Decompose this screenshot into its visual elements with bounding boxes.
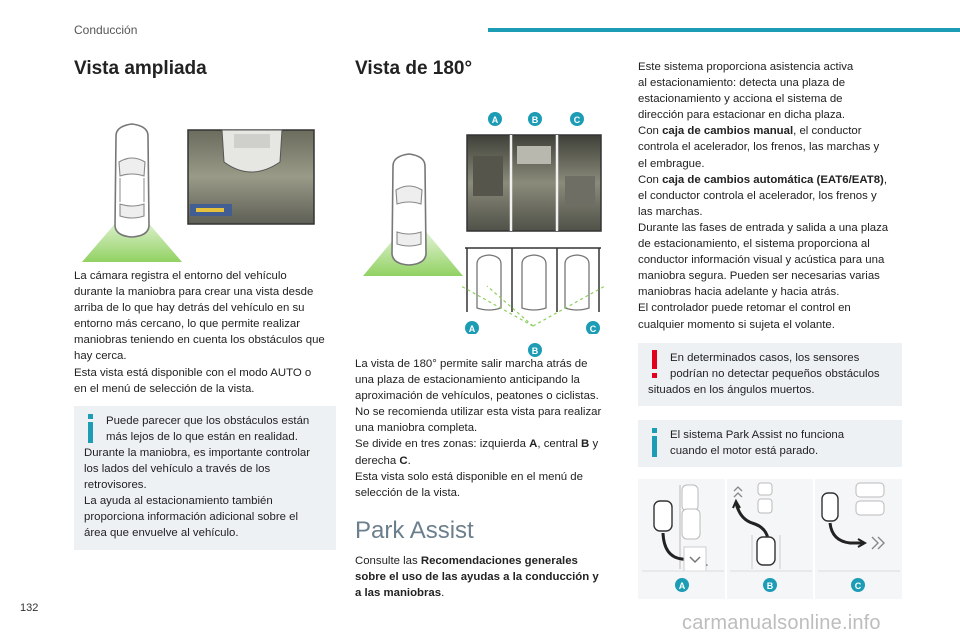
svg-text:A: A — [678, 581, 686, 592]
car-top-view-icon — [115, 124, 149, 237]
zone-label-b-bottom — [527, 342, 543, 358]
header-accent-bar — [488, 28, 960, 32]
section-title-vista-180: Vista de 180° — [355, 58, 473, 79]
warning-note-sensors: En determinados casos, los sensores podrían no detectar pequeños obstáculos situados en los ángulos muertos. — [638, 343, 902, 406]
zone-label-c-bottom — [586, 321, 600, 334]
warning-icon — [650, 350, 660, 380]
column-right — [638, 59, 902, 599]
svg-text:C: C — [573, 115, 581, 125]
info-note-engine: El sistema Park Assist no funciona cuando el motor está parado. — [638, 420, 902, 467]
column-middle — [355, 58, 617, 601]
section-title-park-assist: Park Assist — [355, 516, 474, 544]
park-assist-description: Este sistema proporciona asistencia activa al estacionamiento: detecta una plaza de estacionamiento y acciona el sistema de dirección para estacionar en dicha plaza. Con caja de cambios manual, el conductor controla el acelerador, los frenos, las marchas y el embrague. Con caja de cambios automática (EAT6/EAT8), el conductor controla el acelerador, los frenos y las marchas. Durante las fases de entrada y salida a una plaza de estacionamiento, el sistema proporciona al conductor información visual y acústica para una maniobra segura. Pueden ser necesarias varias maniobras hacia adelante y hacia atrás. El controlador puede retomar el control en cualquier momento si sujeta el volante. — [638, 61, 889, 331]
vista-180-illustration — [355, 86, 617, 334]
vista-ampliada-text: La cámara registra el entorno del vehículo durante la maniobra para crear una vista desde arriba de lo que hay detrás del vehículo en su entorno más cercano, lo que permite realizar maniobras teniendo en cuenta los obstáculos que hay cerca. Esta vista está disponible con el modo AUTO o en el menú de selección de la vista. — [74, 270, 325, 395]
section-title-vista-ampliada: Vista ampliada — [74, 58, 207, 79]
park-assist-reference: Consulte las Recomendaciones generales sobre el uso de las ayudas a la conducción y a las maniobras. — [355, 554, 599, 600]
zone-label-c-top — [570, 112, 584, 126]
info-icon — [650, 428, 660, 458]
zone-label-b-top — [528, 112, 542, 126]
figure-vista-180 — [355, 86, 617, 356]
camera-view-image — [188, 130, 314, 224]
zone-label-a-top — [488, 112, 502, 126]
svg-text:C: C — [854, 581, 862, 592]
svg-text:A: A — [468, 324, 476, 334]
vista-180-text: La vista de 180° permite salir marcha atrás de una plaza de estacionamiento anticipando la aproximación de vehículos, peatones o ciclistas. No se recomienda utilizar esta vista para realizar una maniobra completa. Se divide en tres zonas: izquierda A, central B y derecha C. Esta vista solo está disponible en el menú de selección de la vista. — [355, 358, 602, 499]
chapter-title: Conducción — [74, 23, 138, 37]
info-note-distance: Puede parecer que los obstáculos están más lejos de lo que están en realidad. Durante la maniobra, es importante controlar los lados del vehículo a través de los retrovisores. La ayuda al estacionamiento también proporciona información adicional sobre el área que envuelve al vehículo. — [74, 406, 336, 550]
figure-vista-ampliada — [74, 92, 336, 262]
svg-text:B: B — [531, 115, 539, 125]
info-icon — [86, 414, 96, 444]
svg-text:C: C — [589, 324, 597, 334]
parking-bays — [465, 248, 601, 312]
figure-park-assist-modes — [638, 479, 902, 599]
svg-text:B: B — [766, 581, 774, 592]
column-left — [74, 58, 336, 550]
camera-view-180-image — [467, 135, 601, 231]
zone-label-a-bottom — [465, 321, 479, 334]
vista-ampliada-illustration — [74, 92, 336, 262]
svg-text:B: B — [531, 346, 539, 356]
page-number: 132 — [20, 602, 39, 614]
watermark: carmanualsonline.info — [682, 612, 881, 634]
park-assist-modes-illustration — [638, 479, 902, 599]
svg-text:A: A — [491, 115, 499, 125]
car-top-view-icon — [392, 154, 426, 265]
